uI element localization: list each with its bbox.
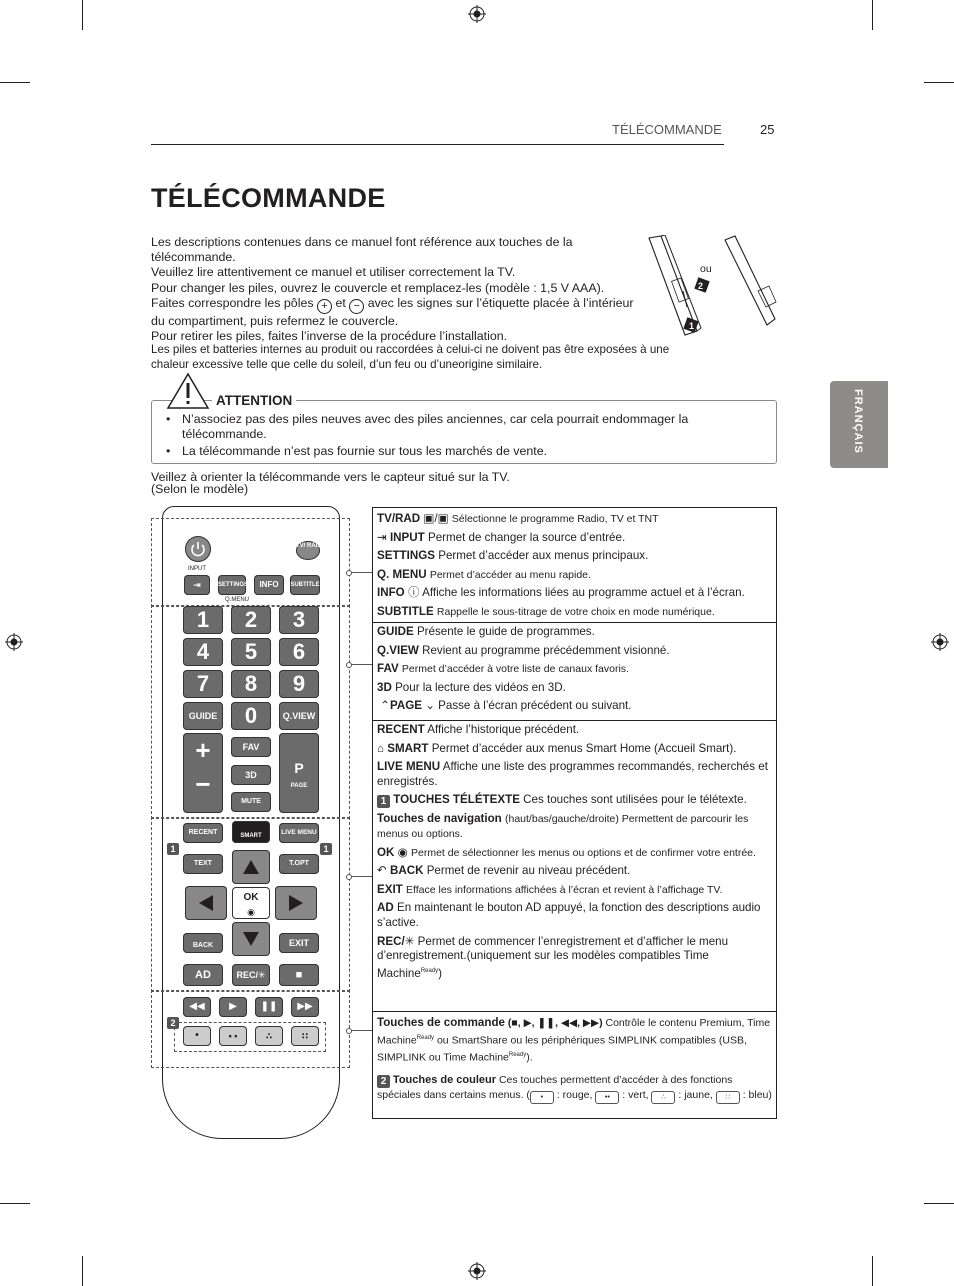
key-name: AD	[377, 901, 394, 915]
remote-group-1	[151, 518, 350, 607]
text-button[interactable]: TEXT	[183, 854, 223, 874]
teletext-badge: 1	[377, 795, 390, 808]
key-name: Touches de couleur	[392, 1073, 497, 1086]
nav-left-button[interactable]	[185, 886, 227, 920]
input-label: INPUT	[188, 566, 206, 572]
topt-button[interactable]: T.OPT	[279, 854, 319, 874]
ok-label: OK	[243, 892, 259, 903]
or-label: ou	[700, 263, 712, 275]
qview-button[interactable]: Q.VIEW	[279, 702, 319, 730]
language-tab	[830, 381, 888, 468]
key-desc: Permet d’accéder aux menus principaux.	[438, 549, 649, 563]
page-number: 25	[760, 122, 775, 137]
page-rocker[interactable]	[279, 733, 319, 813]
key-desc: Permet de sélectionner les menus ou options et de confirmer votre entrée.	[410, 846, 756, 859]
ready-sup: Ready	[416, 1034, 435, 1041]
blue-label: : bleu)	[742, 1088, 772, 1101]
chevron-up-icon: ⌃	[380, 699, 390, 713]
key-name: TOUCHES TÉLÉTEXTE	[393, 793, 520, 807]
connector-dot	[346, 1028, 352, 1034]
ok-button[interactable]	[232, 887, 270, 919]
key-name: INFO	[377, 586, 405, 600]
intro-line: Les descriptions contenues dans ce manuel font référence aux touches de la télécommande.	[151, 235, 573, 265]
green-key-icon: ••	[595, 1091, 619, 1104]
settings-button[interactable]: SETTINGS	[218, 575, 246, 595]
ad-button[interactable]: AD	[183, 964, 223, 986]
stop-icon: ■	[295, 969, 303, 981]
rec-button[interactable]: REC/✳	[232, 964, 270, 986]
key-name: REC/	[377, 934, 405, 948]
arrow-right-icon	[275, 886, 317, 920]
warning-triangle-icon	[166, 372, 210, 410]
minus-pole-icon: −	[349, 299, 364, 314]
home-icon: ⌂	[377, 741, 385, 755]
key-desc: Permet de changer la source d’entrée.	[427, 530, 626, 544]
green-label: : vert,	[622, 1088, 649, 1101]
key-desc: Revient au programme précédemment visionné.	[422, 643, 670, 657]
connector-dot	[346, 662, 352, 668]
key-desc-end: )	[438, 966, 443, 980]
page-title: TÉLÉCOMMANDE	[151, 183, 386, 213]
volume-minus-icon: −	[195, 769, 211, 799]
key-desc: Permet de commencer l’enregistrement et d’afficher le menu d’enregistrement.(uniquement sur les modèles compatibles Time Machine	[377, 934, 729, 980]
key-name: SUBTITLE	[377, 604, 434, 618]
rewind-button[interactable]	[183, 997, 211, 1017]
yellow-key[interactable]	[255, 1026, 283, 1046]
four-dots-icon: ∷	[301, 1031, 309, 1041]
key-desc: Affiche les informations liées au programme actuel et à l’écran.	[422, 586, 745, 600]
key-desc: Affiche une liste des programmes recommandés, recherchés et enregistrés.	[377, 760, 768, 788]
key-name: OK	[377, 845, 395, 859]
key-desc: Présente le guide de programmes.	[416, 625, 595, 638]
intro-battery-warning: Les piles et batteries internes au produit ou raccordées à celui-ci ne doivent pas être exposées à une chaleur excessive telle que celle du soleil, d’un feu ou d’uneorigine similaire.	[151, 343, 670, 372]
tvrad-icon: ▣/▣	[423, 512, 449, 525]
key-desc-end: ).	[526, 1051, 533, 1064]
blue-key-icon: ∷	[716, 1091, 740, 1104]
key-name: Touches de commande	[377, 1016, 505, 1029]
intro-line-part: et	[335, 295, 346, 310]
key-desc: Contrôle le contenu Premium, Time Machine	[377, 1017, 771, 1047]
registration-mark-icon	[5, 633, 23, 651]
digit-3-button[interactable]: 3	[279, 606, 319, 634]
page-label: PAGE	[290, 783, 308, 789]
digit-6-button[interactable]: 6	[279, 638, 319, 666]
tvrad-button[interactable]: TV/ RAD	[296, 541, 320, 560]
ok-icon: ◉	[247, 907, 255, 917]
one-dot-icon: •	[195, 1030, 199, 1041]
qmenu-label: Q.MENU	[225, 597, 249, 603]
intro-line-part: Faites correspondre les pôles	[151, 295, 314, 310]
attention-list	[166, 412, 766, 461]
subtitle-button[interactable]: SUBTITLE	[290, 575, 320, 595]
teletext-badge-left: 1	[167, 843, 179, 855]
key-name: Q.VIEW	[377, 643, 419, 657]
input-icon: ⇥	[193, 580, 201, 590]
input-icon: ⇥	[377, 530, 387, 544]
attention-item: • N’associez pas des piles neuves avec des piles anciennes, car cela pourrait endommager la télécommande.	[166, 412, 766, 442]
table-cell-4	[373, 1012, 776, 1118]
key-desc: En maintenant le bouton AD appuyé, la fonction des descriptions audio s’active.	[377, 901, 761, 929]
pause-icon: ❚❚	[260, 1001, 278, 1012]
digit-7-button[interactable]: 7	[183, 670, 223, 698]
key-name: Touches de navigation	[377, 812, 502, 826]
play-button[interactable]	[219, 997, 247, 1017]
three-dots-icon: ∴	[265, 1031, 273, 1041]
key-name: RECENT	[377, 723, 425, 736]
fast-forward-icon: ▶▶	[297, 1001, 313, 1012]
battery-step-1: 1	[689, 321, 695, 331]
attention-title: ATTENTION	[212, 393, 296, 408]
key-description-table	[372, 507, 777, 1119]
key-desc: Permet d’accéder au menu rapide.	[429, 568, 591, 581]
key-name: INPUT	[389, 530, 425, 544]
ready-sup: Ready	[420, 967, 439, 974]
digit-5-button[interactable]: 5	[231, 638, 271, 666]
digit-1-button[interactable]: 1	[183, 606, 223, 634]
key-name: Q. MENU	[377, 567, 427, 581]
back-button[interactable]: BACK	[183, 933, 223, 953]
header-section: TÉLÉCOMMANDE	[612, 122, 722, 137]
key-desc: Permet de revenir au niveau précédent.	[426, 864, 631, 878]
pause-button[interactable]	[255, 997, 283, 1017]
header-rule	[151, 144, 724, 145]
nav-right-button[interactable]	[275, 886, 317, 920]
volume-plus-icon: +	[195, 735, 211, 765]
digit-9-button[interactable]: 9	[279, 670, 319, 698]
smart-button[interactable]: SMART	[232, 821, 270, 843]
play-icon: ▶	[229, 1001, 237, 1012]
battery-step-2: 2	[698, 281, 704, 291]
plus-pole-icon: +	[317, 299, 332, 314]
key-name: GUIDE	[377, 625, 414, 638]
volume-rocker[interactable]	[183, 733, 223, 813]
ready-sup: Ready	[508, 1051, 527, 1058]
registration-mark-icon	[468, 5, 486, 23]
recent-button[interactable]: RECENT	[183, 823, 223, 843]
key-desc: Efface les informations affichées à l’écran et revient à l’affichage TV.	[406, 883, 723, 896]
key-name: PAGE	[389, 699, 422, 713]
key-name: EXIT	[377, 882, 403, 896]
digit-2-button[interactable]: 2	[231, 606, 271, 634]
key-name: FAV	[377, 662, 399, 676]
red-key[interactable]	[183, 1026, 211, 1046]
intro-line: Pour retirer les piles, faites l’inverse de la procédure l’installation.	[151, 329, 508, 344]
digit-4-button[interactable]: 4	[183, 638, 223, 666]
fast-forward-button[interactable]	[291, 997, 319, 1017]
teletext-badge-right: 1	[320, 843, 332, 855]
orient-note: (Selon le modèle)	[151, 482, 249, 496]
key-name: LIVE MENU	[377, 760, 441, 774]
key-desc: (haut/bas/gauche/droite) Permettent de parcourir les menus ou options.	[377, 813, 749, 840]
rec-icon: ✳	[404, 934, 415, 948]
page-p-label: P	[294, 760, 304, 776]
key-desc: Ces touches sont utilisées pour le télétexte.	[523, 793, 747, 807]
key-name: SETTINGS	[377, 549, 435, 563]
nav-down-button[interactable]	[232, 922, 270, 956]
intro-text	[151, 235, 641, 344]
info-button[interactable]: INFO	[254, 575, 284, 595]
info-icon: ⓘ	[407, 586, 420, 600]
registration-mark-icon	[931, 633, 949, 651]
table-cell-2	[373, 623, 776, 721]
digit-0-button[interactable]: 0	[231, 702, 271, 730]
key-name: BACK	[389, 864, 424, 878]
two-dots-icon: • •	[228, 1031, 238, 1041]
key-desc: Affiche l’historique précédent.	[427, 723, 580, 736]
intro-line: Veuillez lire attentivement ce manuel et utiliser correctement la TV.	[151, 265, 516, 280]
key-name: 3D	[377, 680, 392, 694]
intro-line	[151, 296, 641, 329]
key-desc: Rappelle le sous-titrage de votre choix en mode numérique.	[436, 605, 715, 618]
yellow-label: : jaune,	[678, 1088, 713, 1101]
nav-up-button[interactable]	[232, 850, 270, 884]
stop-button[interactable]	[279, 964, 319, 986]
red-label: : rouge,	[556, 1088, 593, 1101]
power-button[interactable]	[185, 536, 211, 562]
3d-button[interactable]: 3D	[231, 765, 271, 785]
connector-dot	[346, 874, 352, 880]
intro-line-part: avec les signes sur l’étiquette placée à l’intérieur du compartiment, puis refermez le couvercle.	[151, 295, 634, 328]
back-icon: ↶	[377, 864, 387, 878]
exit-button[interactable]: EXIT	[279, 933, 319, 953]
key-desc: Ces touches permettent d’accéder à des fonctions spéciales dans certains menus. (	[377, 1073, 733, 1101]
playback-symbols: (■, ▶, ❚❚, ◀◀, ▶▶)	[507, 1017, 603, 1029]
registration-mark-icon	[468, 1262, 486, 1280]
key-desc: ou SmartShare ou les périphériques SIMPLINK compatibles (USB, SIMPLINK ou Time Machine	[377, 1034, 747, 1064]
attention-item: • La télécommande n’est pas fournie sur tous les marchés de vente.	[166, 444, 766, 459]
guide-button[interactable]: GUIDE	[183, 702, 223, 730]
key-desc: Passe à l’écran précédent ou suivant.	[438, 699, 632, 713]
key-desc: Permet d’accéder à votre liste de canaux favoris.	[401, 663, 629, 676]
key-name: TV/RAD	[377, 512, 421, 525]
orient-text: Veillez à orienter la télécommande vers le capteur situé sur la TV.	[151, 470, 510, 484]
power-icon	[185, 536, 211, 562]
green-key[interactable]	[219, 1026, 247, 1046]
color-badge: 2	[167, 1017, 179, 1029]
red-key-icon: •	[530, 1091, 554, 1104]
input-button[interactable]	[184, 575, 210, 595]
battery-compartment-illustration	[645, 235, 780, 337]
arrow-up-icon	[232, 850, 270, 884]
language-tab-label: FRANÇAIS	[852, 389, 864, 454]
key-desc: Pour la lecture des vidéos en 3D.	[395, 680, 566, 694]
fav-button[interactable]: FAV	[231, 737, 271, 757]
key-desc: Sélectionne le programme Radio, TV et TNT	[451, 513, 659, 525]
intro-line: Pour changer les piles, ouvrez le couvercle et remplacez-les (modèle : 1,5 V AAA).	[151, 280, 605, 295]
key-desc: Permet d’accéder aux menus Smart Home (Accueil Smart).	[431, 741, 737, 755]
arrow-left-icon	[185, 886, 227, 920]
mute-button[interactable]: MUTE	[231, 792, 271, 812]
yellow-key-icon: ∴	[651, 1091, 675, 1104]
ok-icon: ◉	[397, 845, 408, 859]
key-name: SMART	[387, 741, 429, 755]
table-cell-1	[373, 508, 776, 623]
chevron-down-icon: ⌄	[425, 699, 435, 713]
blue-key[interactable]	[291, 1026, 319, 1046]
table-cell-3	[373, 721, 776, 1012]
digit-8-button[interactable]: 8	[231, 670, 271, 698]
connector-dot	[346, 570, 352, 576]
arrow-down-icon	[232, 922, 270, 956]
rewind-icon: ◀◀	[189, 1001, 205, 1012]
color-badge: 2	[377, 1075, 390, 1088]
live-menu-button[interactable]: LIVE MENU	[279, 823, 319, 843]
